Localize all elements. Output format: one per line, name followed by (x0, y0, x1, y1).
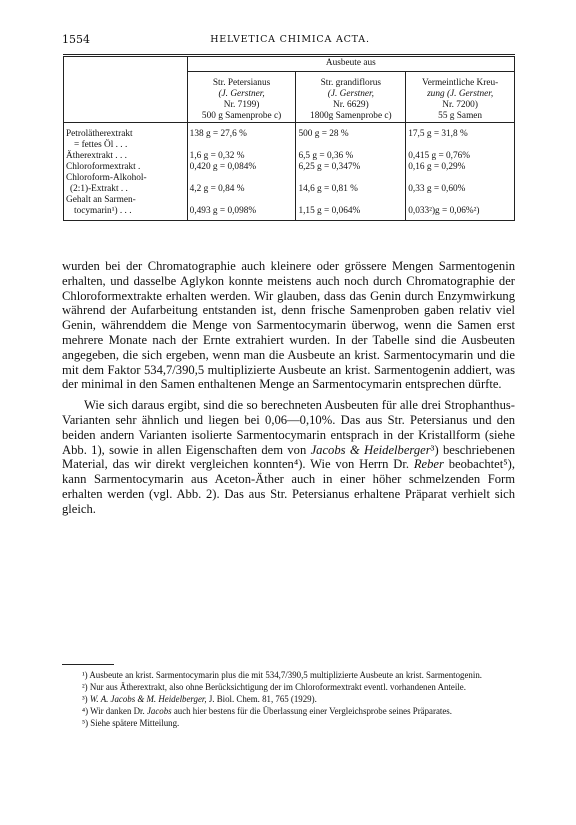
row-label: Petrolätherextrakt = fettes Öl . . . (64, 129, 188, 151)
table-cell: 0,033²)g = 0,06%²) (406, 195, 515, 221)
table-corner (64, 56, 188, 72)
column-header: Str. Petersianus (J. Gerstner, Nr. 7199) 500 g Samenprobe c) (187, 72, 296, 123)
row-label: Chloroformextrakt . (64, 162, 188, 173)
author-citation: Jacobs & Heidelberger (310, 442, 431, 457)
paragraph: Wie sich daraus ergibt, sind die so berechneten Ausbeuten für alle drei Strophanthus-Varianten sehr ähnlich und liegen bei 0,06—0,10%. Das aus Str. Petersianus und den beiden andern Varianten isolierte Sarmentocymarin entsprach in der Kristallform (siehe Abb. 1), sowie in allen Eigenschaften dem von Jacobs & Heidelberger³) beschriebenen Material, das wir direkt vergleichen konnten⁴). Wie von Herrn Dr. Reber beobachtet⁵), kann Sarmentocymarin aus Aceton-Äther auch in einer höher schmelzenden Form erhalten werden (vgl. Abb. 2). Das aus Str. Petersianus erhaltene Präparat verhielt sich gleich. (62, 398, 515, 516)
author-citation: Reber (413, 457, 444, 472)
table-cell: 0,420 g = 0,084% (187, 162, 296, 173)
footnote: ³) W. A. Jacobs & M. Heidelberger, J. Biol. Chem. 81, 765 (1929). (82, 694, 317, 704)
footnote: ⁵) Siehe spätere Mitteilung. (82, 718, 180, 728)
table-cell: 500 g = 28 % (296, 129, 406, 151)
footnotes (62, 664, 515, 729)
table-row (64, 129, 515, 151)
body-text (62, 259, 515, 517)
table-cell: 1,15 g = 0,064% (296, 195, 406, 221)
table-cell: 1,6 g = 0,32 % (187, 151, 296, 162)
table-row (64, 151, 515, 162)
journal-title: HELVETICA CHIMICA ACTA. (210, 34, 370, 45)
page-number: 1554 (62, 33, 90, 46)
table-cell: 0,493 g = 0,098% (187, 195, 296, 221)
yield-table (63, 54, 515, 221)
table-cell: 0,33 g = 0,60% (406, 173, 515, 195)
paragraph: wurden bei der Chromatographie auch kleinere oder grössere Mengen Sarmentogenin erhalten, und dasselbe Aglykon konnte meistens auch noch durch Chromatographie der Chloroformextrakte erhalten werden. Wir glauben, dass das Genin durch Enzymwirkung während der Aufarbeitung entstanden ist, denn frische Samenproben gaben relativ viel Genin, währenddem die Menge von Sarmentocymarin überwog, wenn die Samen erst mehrere Monate nach der Ernte extrahiert wurden. In der Tabelle sind die Ausbeuten angegeben, die sich ergeben, wenn man die Ausbeute an krist. Sarmentocymarin und die mit dem Faktor 534,7/390,5 multiplizierte Ausbeute an krist. Sarmentogenin addiert, was der minimal in den Samen enthaltenen Menge an Sarmentocymarin entsprechen dürfte. (62, 259, 515, 392)
running-header (62, 33, 518, 49)
footnote: ¹) Ausbeute an krist. Sarmentocymarin plus die mit 534,7/390,5 multiplizierte Ausbeute an krist. Sarmentogenin. (82, 670, 482, 680)
table-row (64, 195, 515, 221)
row-label: Ätherextrakt . . . (64, 151, 188, 162)
table-cell: 6,5 g = 0,36 % (296, 151, 406, 162)
table-row (64, 162, 515, 173)
table-cell: 4,2 g = 0,84 % (187, 173, 296, 195)
table-cell: 6,25 g = 0,347% (296, 162, 406, 173)
table-cell: 14,6 g = 0,81 % (296, 173, 406, 195)
table-cell: 17,5 g = 31,8 % (406, 129, 515, 151)
footnote: ²) Nur aus Ätherextrakt, also ohne Berücksichtigung der im Chloroformextrakt eventl. vorhandenen Anteile. (82, 682, 466, 692)
table-cell: 0,415 g = 0,76% (406, 151, 515, 162)
footnote-rule (62, 664, 114, 665)
column-header: Vermeintliche Kreu- zung (J. Gerstner, Nr. 7200) 55 g Samen (406, 72, 515, 123)
row-label: Chloroform-Alkohol- (2:1)-Extrakt . . (64, 173, 188, 195)
table-cell: 138 g = 27,6 % (187, 129, 296, 151)
group-header: Ausbeute aus (187, 56, 514, 72)
column-header: Str. grandiflorus (J. Gerstner, Nr. 6629) 1800g Samenprobe c) (296, 72, 406, 123)
table-row (64, 173, 515, 195)
row-label: Gehalt an Sarmen- tocymarin¹) . . . (64, 195, 188, 221)
footnote: ⁴) Wir danken Dr. Jacobs auch hier bestens für die Überlassung einer Vergleichsprobe seines Präparates. (82, 706, 452, 716)
table-cell: 0,16 g = 0,29% (406, 162, 515, 173)
